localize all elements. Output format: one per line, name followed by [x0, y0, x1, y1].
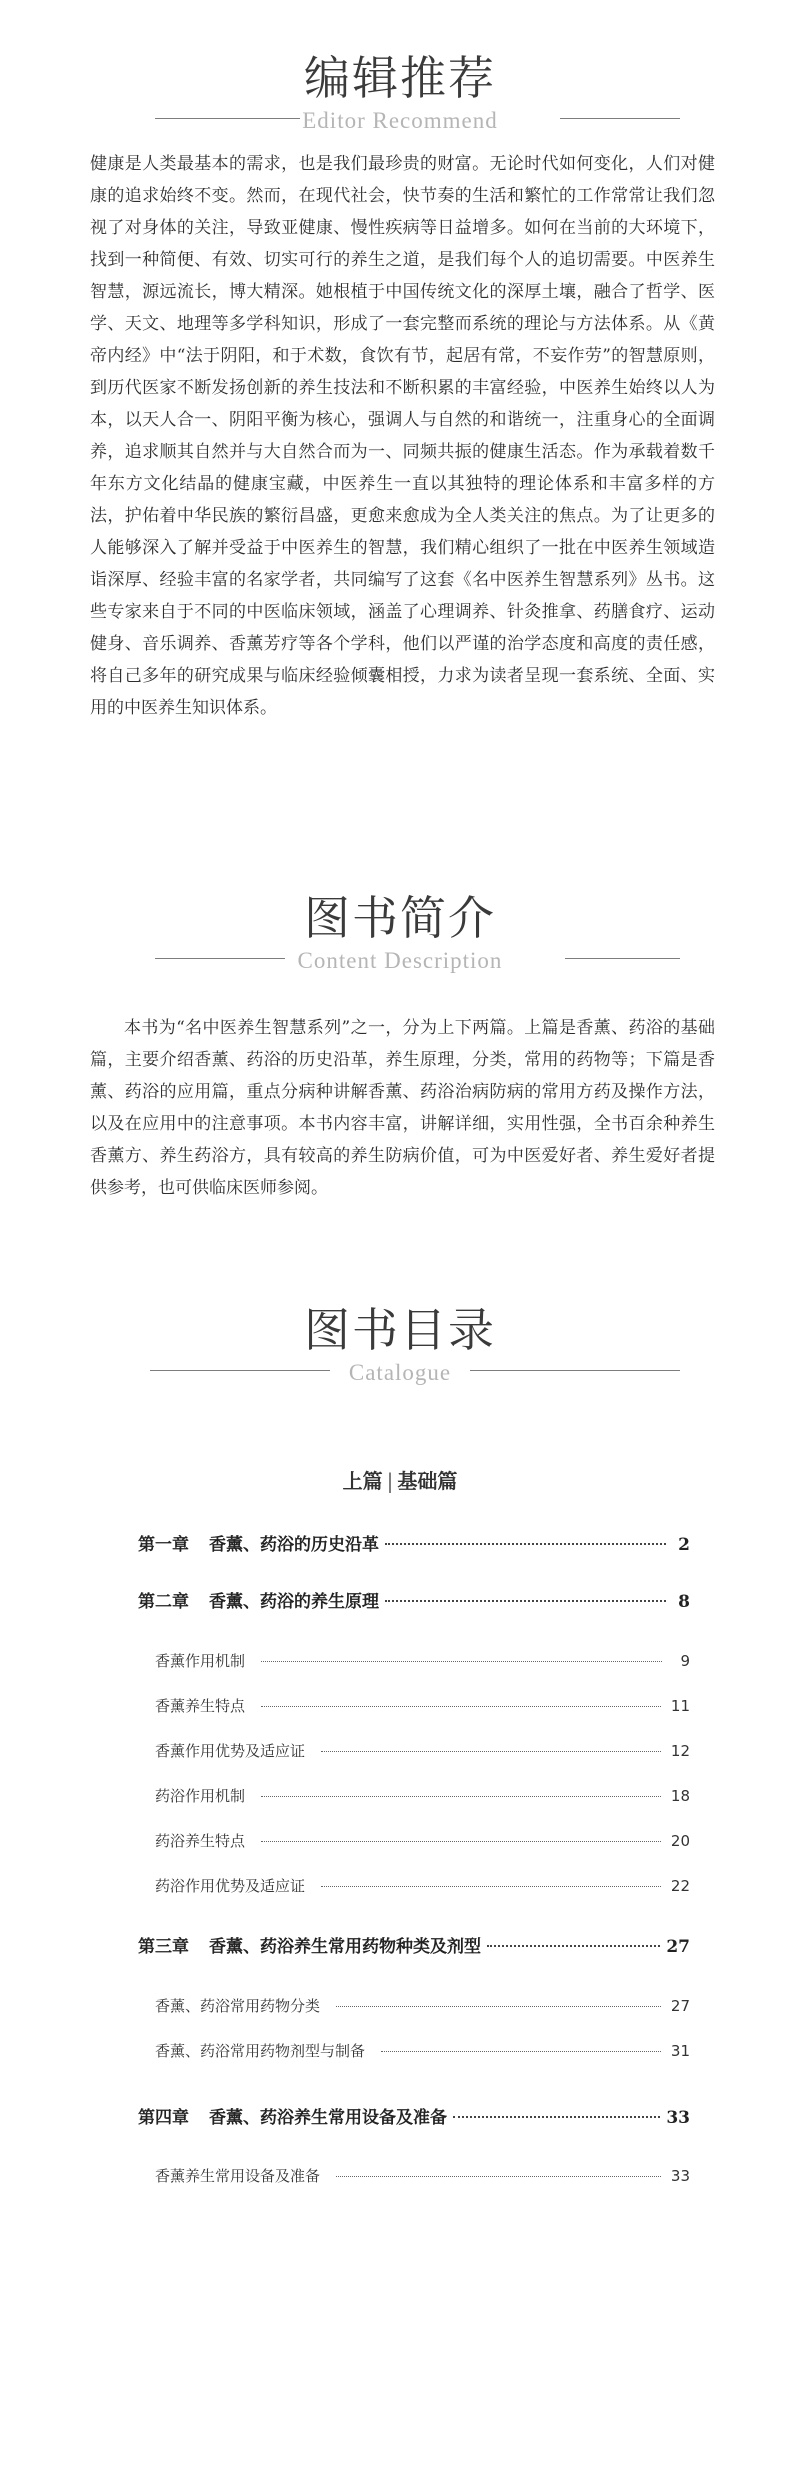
editor-recommend-text: 健康是人类最基本的需求，也是我们最珍贵的财富。无论时代如何变化，人们对健康的追求始终不变。然而，在现代社会，快节奏的生活和繁忙的工作常常让我们忽视了对身体的关注，导致亚健康、慢性疾病等日益增多。如何在当前的大环境下，找到一种简便、有效、切实可行的养生之道，是我们每个人的追切需要。中医养生智慧，源远流长，博大精深。她根植于中国传统文化的深厚土壤，融合了哲学、医学、天文、地理等多学科知识，形成了一套完整而系统的理论与方法体系。从《黄帝内经》中“法于阴阳，和于术数，食饮有节，起居有常，不妄作劳”的智慧原则，到历代医家不断发扬创新的养生技法和不断积累的丰富经验，中医养生始终以人为本，以天人合一、阴阳平衡为核心，强调人与自然的和谐统一，注重身心的全面调养，追求顺其自然并与大自然合而为一、同频共振的健康生活态。作为承载着数千年东方文化结晶的健康宝藏，中医养生一直以其独特的理论体系和丰富多样的方法，护佑着中华民族的繁衍昌盛，更愈来愈成为全人类关注的焦点。为了让更多的人能够深入了解并受益于中医养生的智慧，我们精心组织了一批在中医养生领域造诣深厚、经验丰富的名家学者，共同编写了这套《名中医养生智慧系列》丛书。这些专家来自于不同的中医临床领域，涵盖了心理调养、针灸推拿、药膳食疗、运动健身、音乐调养、香薰芳疗等各个学科，他们以严谨的治学态度和高度的责任感，将自己多年的研究成果与临床经验倾囊相授，力求为读者呈现一套系统、全面、实用的中医养生知识体系。	[90, 154, 715, 718]
toc-chapter[interactable]	[138, 1530, 690, 1560]
part-name: 基础篇	[397, 1469, 458, 1493]
dot-leader	[321, 1751, 661, 1752]
page-number: 22	[670, 1877, 690, 1895]
part-title	[0, 1465, 800, 1494]
dot-leader	[453, 2116, 660, 2118]
toc-section[interactable]	[155, 1740, 690, 1766]
content-description-text: 本书为“名中医养生智慧系列”之一，分为上下两篇。上篇是香薰、药浴的基础篇，主要介绍香薰、药浴的历史沿革，养生原理，分类，常用的药物等；下篇是香薰、药浴的应用篇，重点分病种讲解香薰、药浴治病防病的常用方药及操作方法，以及在应用中的注意事项。本书内容丰富，讲解详细，实用性强，全书百余种养生香薰方、养生药浴方，具有较高的养生防病价值，可为中医爱好者、养生爱好者提供参考，也可供临床医师参阅。	[90, 1018, 715, 1198]
page-number: 12	[670, 1742, 690, 1760]
toc-section[interactable]	[155, 1785, 690, 1811]
dot-leader	[381, 2051, 661, 2052]
toc-section[interactable]	[155, 1650, 690, 1676]
dot-leader	[261, 1706, 661, 1707]
chapter-title: 香薰、药浴的养生原理	[209, 1592, 379, 1612]
page-number: 8	[678, 1592, 690, 1612]
toc-chapter[interactable]	[138, 1587, 690, 1617]
page-number: 33	[670, 2167, 690, 2185]
toc-chapter[interactable]	[138, 1932, 690, 1962]
page-number: 27	[670, 1997, 690, 2015]
dot-leader	[385, 1543, 666, 1545]
dot-leader	[487, 1945, 660, 1947]
chapter-title: 香薰、药浴养生常用设备及准备	[209, 2108, 447, 2128]
section-title: 药浴养生特点	[155, 1832, 246, 1850]
section-title: 香薰养生特点	[155, 1697, 246, 1715]
page-number: 27	[666, 1937, 690, 1957]
catalogue-heading	[0, 1300, 800, 1410]
page-number: 20	[670, 1832, 690, 1850]
heading-title: 图书目录	[304, 1303, 496, 1357]
section-title: 药浴作用优势及适应证	[155, 1877, 306, 1895]
page-number: 2	[678, 1535, 690, 1555]
heading-title: 编辑推荐	[304, 51, 496, 105]
page-number: 9	[680, 1652, 690, 1670]
editor-recommend-heading	[0, 48, 800, 158]
section-title: 香薰作用机制	[155, 1652, 246, 1670]
heading-title: 图书简介	[304, 891, 496, 945]
dot-leader	[385, 1600, 666, 1602]
toc-section[interactable]	[155, 1830, 690, 1856]
heading-subtitle: Catalogue	[348, 1360, 452, 1385]
dot-leader	[336, 2176, 661, 2177]
heading-subtitle: Editor Recommend	[302, 108, 498, 133]
page-number: 18	[670, 1787, 690, 1805]
section-title: 药浴作用机制	[155, 1787, 246, 1805]
toc-section[interactable]	[155, 1695, 690, 1721]
chapter-number: 第二章	[138, 1592, 189, 1612]
chapter-number: 第四章	[138, 2108, 189, 2128]
content-description-heading	[0, 888, 800, 998]
chapter-title: 香薰、药浴养生常用药物种类及剂型	[209, 1937, 481, 1957]
part-separator: |	[386, 1469, 394, 1493]
page-number: 11	[670, 1697, 690, 1715]
heading-subtitle: Content Description	[297, 948, 503, 973]
heading-rule-right	[470, 1370, 680, 1371]
chapter-number: 第三章	[138, 1937, 189, 1957]
section-title: 香薰作用优势及适应证	[155, 1742, 306, 1760]
toc-chapter[interactable]	[138, 2103, 690, 2133]
toc-section[interactable]	[155, 2165, 690, 2191]
section-title: 香薰、药浴常用药物剂型与制备	[155, 2042, 366, 2060]
section-title: 香薰、药浴常用药物分类	[155, 1997, 321, 2015]
toc-section[interactable]	[155, 1995, 690, 2021]
page-number: 31	[670, 2042, 690, 2060]
dot-leader	[261, 1841, 661, 1842]
toc-section[interactable]	[155, 1875, 690, 1901]
dot-leader	[261, 1796, 661, 1797]
heading-rule-right	[560, 118, 680, 119]
chapter-number: 第一章	[138, 1535, 189, 1555]
page-number: 33	[666, 2108, 690, 2128]
heading-rule-right	[565, 958, 680, 959]
dot-leader	[336, 2006, 661, 2007]
part-label: 上篇	[342, 1469, 383, 1493]
section-title: 香薰养生常用设备及准备	[155, 2167, 321, 2185]
dot-leader	[321, 1886, 661, 1887]
chapter-title: 香薰、药浴的历史沿革	[209, 1535, 379, 1555]
dot-leader	[261, 1661, 662, 1662]
toc-section[interactable]	[155, 2040, 690, 2066]
